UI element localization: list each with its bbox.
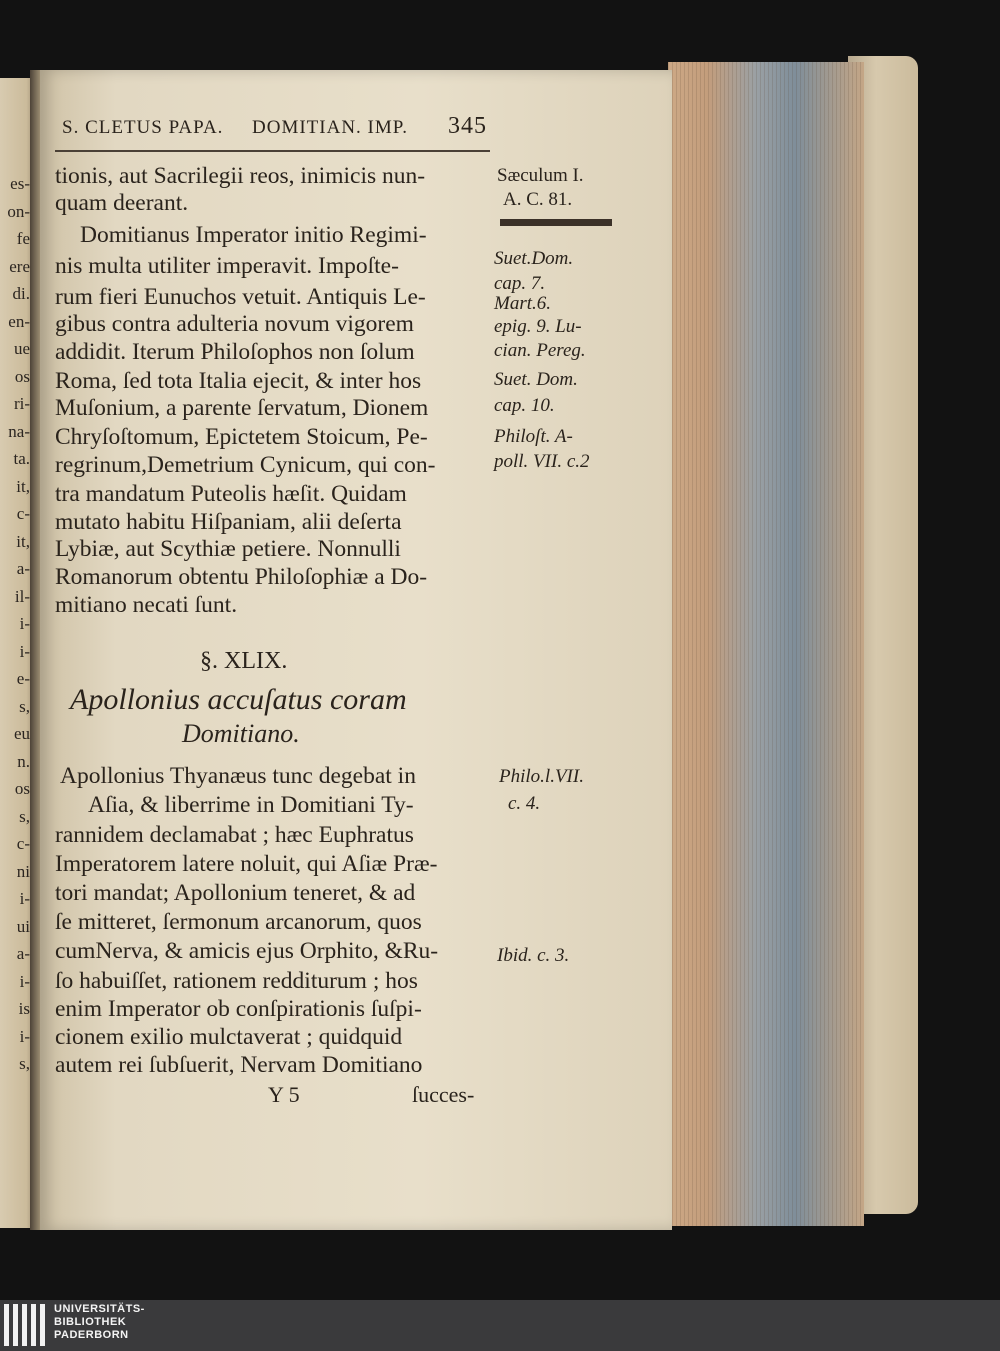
text-line: tra mandatum Puteolis hæſit. Quidam (55, 481, 407, 507)
margin-note: Mart.6. (494, 293, 551, 314)
text-line: enim Imperator ob conſpirationis ſuſpi- (55, 996, 422, 1022)
section-title-continued: Domitiano. (182, 719, 300, 748)
text-line: gibus contra adulteria novum vigorem (55, 311, 414, 337)
margin-note: c. 4. (508, 793, 541, 814)
left-page-fragment: it, (16, 476, 30, 496)
section-number: §. XLIX. (200, 648, 288, 674)
header-rule (55, 150, 490, 152)
left-page-fragment: s, (19, 1054, 30, 1073)
left-page-fragment: s, (19, 806, 30, 826)
left-page-fragment: il- (14, 586, 30, 606)
text-line: mitiano necati ſunt. (55, 592, 238, 618)
text-line: tionis, aut Sacrilegii reos, inimicis nun- (55, 163, 426, 189)
left-page-fragment: es- (10, 174, 30, 193)
text-line: regrinum,Demetrium Cynicum, qui con- (55, 452, 436, 478)
text-line: Aſia, & liberrime in Domitiani Ty- (88, 792, 414, 818)
library-name-line: BIBLIOTHEK (54, 1316, 127, 1328)
page-number: 345 (448, 113, 487, 139)
text-line: ſo habuiſſet, rationem redditurum ; hos (55, 968, 418, 994)
left-page-fragment: di. (12, 284, 30, 303)
margin-note: cian. Pereg. (494, 340, 586, 361)
text-line: Chryſoſtomum, Epictetem Stoicum, Pe- (55, 424, 428, 450)
margin-note: cap. 10. (494, 395, 555, 416)
left-page-fragment: i- (19, 614, 30, 633)
margin-note: Philo.l.VII. (499, 766, 584, 787)
left-page-fragment: os (14, 779, 30, 798)
text-line: autem rei ſubſuerit, Nervam Domitiano (55, 1052, 423, 1078)
left-page-fragment: c- (16, 834, 30, 853)
margin-note: Suet.Dom. (494, 248, 574, 269)
text-line: Romanorum obtentu Philoſophiæ a Do- (55, 564, 428, 590)
section-title: Apollonius accuſatus coram (70, 683, 407, 716)
library-name-line: PADERBORN (54, 1329, 129, 1341)
margin-note: epig. 9. Lu- (494, 316, 582, 337)
margin-note: poll. VII. c.2 (494, 451, 590, 472)
margin-note: Ibid. c. 3. (497, 945, 570, 966)
left-page-fragment: on- (7, 201, 30, 221)
text-line: Apollonius Thyanæus tunc degebat in (60, 763, 416, 789)
left-page-fragment: ta. (13, 449, 30, 468)
text-line: mutato habitu Hiſpaniam, alii deſerta (55, 509, 402, 535)
margin-note: Suet. Dom. (494, 369, 578, 390)
text-line: ſe mitteret, ſermonum arcanorum, quos (55, 909, 422, 935)
text-line: cionem exilio mulctaverat ; quidquid (55, 1024, 403, 1050)
margin-separator (500, 219, 612, 226)
left-page-fragment: n. (17, 751, 30, 771)
left-page-fragment: e- (16, 669, 30, 688)
left-page-fragment: a- (16, 944, 30, 963)
text-line: quam deerant. (55, 190, 189, 216)
left-page-fragment: ue (13, 339, 30, 358)
catchword: ſucces- (412, 1082, 475, 1107)
left-page-fragment: fe (16, 229, 30, 248)
signature-mark: Y 5 (268, 1082, 300, 1107)
left-page-fragment: i- (19, 971, 30, 991)
left-page-fragment: c- (16, 504, 30, 523)
margin-year: A. C. 81. (503, 189, 573, 210)
text-line: rannidem declamabat ; hæc Euphratus (55, 822, 414, 848)
left-page-fragment: ere (9, 256, 30, 276)
text-line: addidit. Iterum Philoſophos non ſolum (55, 339, 415, 365)
text-line: Muſonium, a parente ſervatum, Dionem (55, 395, 429, 421)
page-block-edges (668, 62, 864, 1226)
margin-note: cap. 7. (494, 273, 546, 294)
margin-saeculum: Sæculum I. (497, 165, 584, 186)
library-footer (0, 1300, 1000, 1351)
left-page-fragment: it, (16, 531, 30, 551)
left-page-fragment: i- (19, 889, 30, 908)
running-head-center: DOMITIAN. IMP. (252, 117, 408, 138)
text-line: rum fieri Eunuchos vetuit. Antiquis Le- (55, 284, 426, 310)
left-page-fragment: ni (16, 861, 30, 881)
text-line: nis multa utiliter imperavit. Impoſte- (55, 253, 399, 279)
text-line: Domitianus Imperator initio Regimi- (80, 222, 427, 248)
left-page-fragment: ui (16, 916, 30, 936)
library-name-line: UNIVERSITÄTS- (54, 1303, 145, 1315)
text-line: Roma, ſed tota Italia ejecit, & inter hos (55, 368, 422, 394)
left-page-fragment: na- (8, 421, 30, 441)
text-line: Imperatorem latere noluit, qui Aſiæ Præ- (55, 851, 438, 877)
left-page-fragment: i- (19, 641, 30, 661)
left-page-fragment: s, (19, 696, 30, 716)
left-page-fragment: ri- (13, 394, 30, 413)
library-logo-icon (4, 1304, 48, 1346)
left-page-fragment: a- (16, 559, 30, 578)
left-page-fragment: en- (8, 311, 30, 331)
text-line: tori mandat; Apollonium teneret, & ad (55, 880, 416, 906)
text-line: Lybiæ, aut Scythiæ petiere. Nonnulli (55, 536, 401, 562)
left-page-fragment: i- (19, 1026, 30, 1046)
left-page-fragment: os (14, 366, 30, 386)
running-head-left: S. CLETUS PAPA. (62, 117, 224, 138)
left-page-fragment: eu (13, 724, 30, 743)
text-line: cumNerva, & amicis ejus Orphito, &Ru- (55, 938, 439, 964)
left-page-fragment: is (18, 999, 30, 1018)
margin-note: Philoſt. A- (494, 426, 573, 447)
